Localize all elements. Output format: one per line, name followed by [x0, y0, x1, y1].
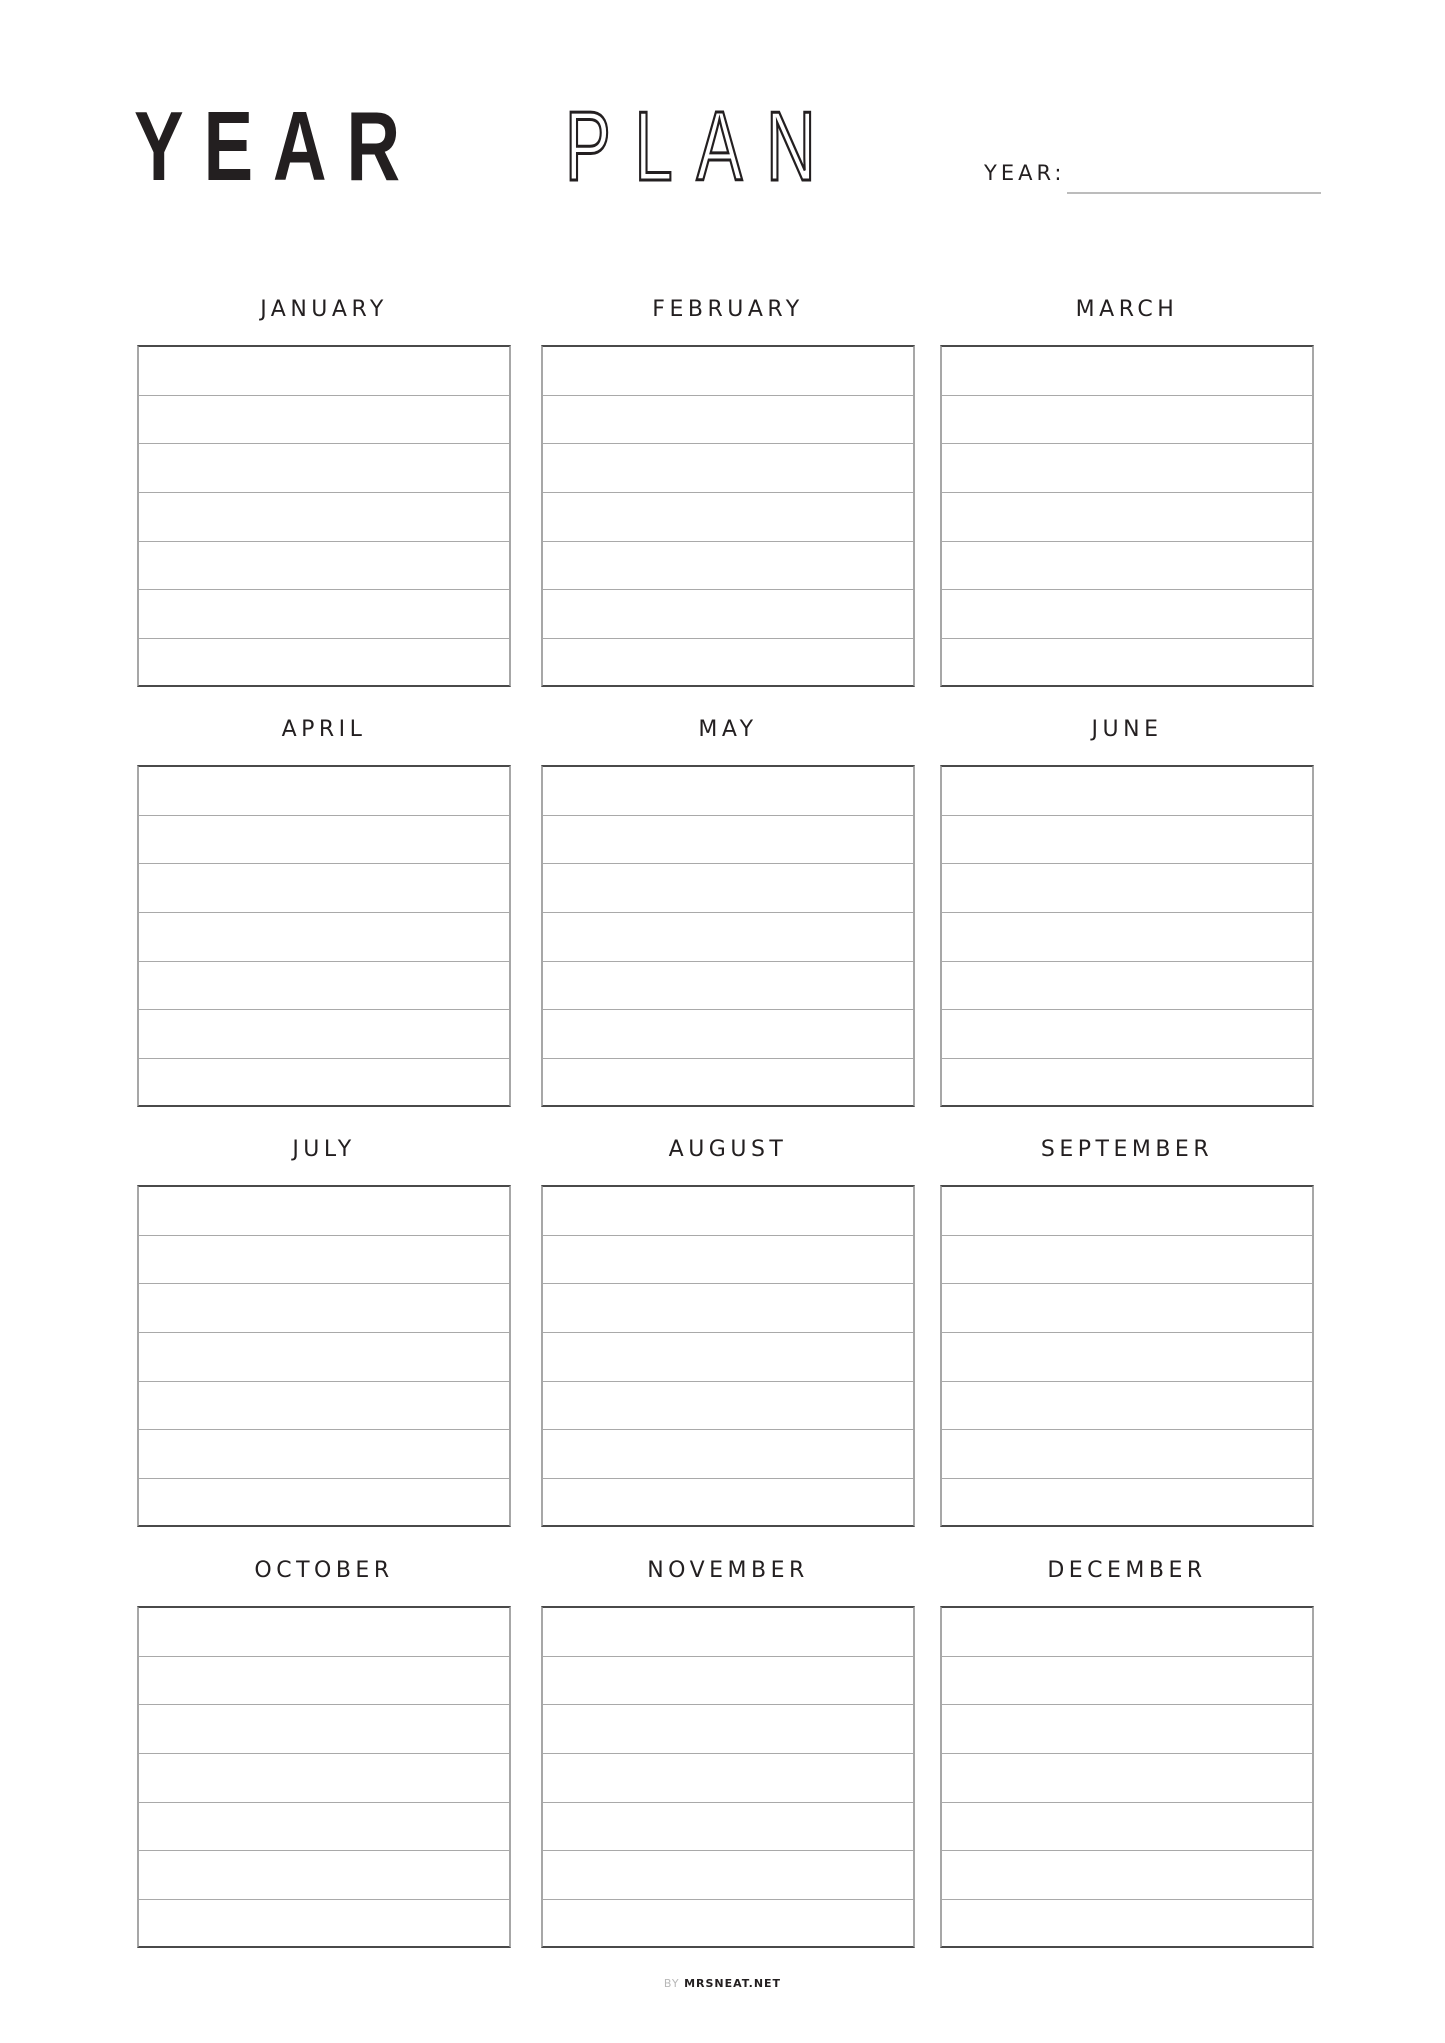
month-lines-box — [940, 1606, 1314, 1948]
month-name: OCTOBER — [254, 1558, 394, 1583]
month-lines-box — [137, 765, 511, 1107]
month-name: JULY — [292, 1137, 356, 1162]
write-line[interactable] — [139, 913, 509, 962]
write-line[interactable] — [942, 767, 1312, 816]
write-line[interactable] — [543, 1803, 913, 1852]
year-label: YEAR: — [984, 161, 1066, 185]
month-name: NOVEMBER — [647, 1558, 809, 1583]
month-name: FEBRUARY — [652, 297, 804, 322]
footer-site: MRSNEAT.NET — [684, 1977, 782, 1990]
write-line[interactable] — [543, 396, 913, 445]
write-line[interactable] — [139, 1754, 509, 1803]
write-line[interactable] — [942, 1010, 1312, 1059]
footer-by: BY — [663, 1977, 680, 1990]
write-line[interactable] — [543, 1705, 913, 1754]
write-line[interactable] — [543, 347, 913, 396]
write-line[interactable] — [942, 639, 1312, 688]
footer-credit — [0, 1977, 1445, 1990]
write-line[interactable] — [942, 1803, 1312, 1852]
write-line[interactable] — [139, 1284, 509, 1333]
month-name: APRIL — [281, 717, 367, 742]
write-line[interactable] — [543, 816, 913, 865]
write-line[interactable] — [543, 1187, 913, 1236]
year-input-line[interactable] — [1067, 192, 1321, 194]
title-light: PLAN — [565, 91, 840, 201]
write-line[interactable] — [942, 864, 1312, 913]
write-line[interactable] — [543, 1010, 913, 1059]
write-line[interactable] — [139, 767, 509, 816]
month-name: DECEMBER — [1047, 1558, 1207, 1583]
page-title — [134, 91, 840, 201]
title-bold: YEAR — [134, 91, 420, 201]
write-line[interactable] — [942, 1236, 1312, 1285]
year-field — [984, 146, 1321, 186]
month-lines-box — [541, 1185, 915, 1527]
write-line[interactable] — [942, 396, 1312, 445]
write-line[interactable] — [543, 1430, 913, 1479]
write-line[interactable] — [139, 347, 509, 396]
write-line[interactable] — [139, 1236, 509, 1285]
write-line[interactable] — [139, 1010, 509, 1059]
write-line[interactable] — [543, 1754, 913, 1803]
write-line[interactable] — [942, 816, 1312, 865]
write-line[interactable] — [139, 639, 509, 688]
write-line[interactable] — [139, 1333, 509, 1382]
write-line[interactable] — [543, 1900, 913, 1949]
write-line[interactable] — [139, 1059, 509, 1108]
write-line[interactable] — [942, 1284, 1312, 1333]
write-line[interactable] — [942, 347, 1312, 396]
write-line[interactable] — [942, 542, 1312, 591]
write-line[interactable] — [543, 444, 913, 493]
write-line[interactable] — [139, 1479, 509, 1528]
write-line[interactable] — [543, 542, 913, 591]
write-line[interactable] — [543, 1851, 913, 1900]
write-line[interactable] — [139, 1657, 509, 1706]
write-line[interactable] — [942, 1479, 1312, 1528]
write-line[interactable] — [139, 1803, 509, 1852]
month-lines-box — [541, 345, 915, 687]
write-line[interactable] — [139, 864, 509, 913]
month-name: JANUARY — [260, 297, 388, 322]
month-lines-box — [940, 765, 1314, 1107]
write-line[interactable] — [139, 1900, 509, 1949]
month-name: JUNE — [1091, 717, 1163, 742]
month-lines-box — [137, 345, 511, 687]
write-line[interactable] — [543, 767, 913, 816]
write-line[interactable] — [543, 493, 913, 542]
write-line[interactable] — [139, 816, 509, 865]
write-line[interactable] — [942, 493, 1312, 542]
write-line[interactable] — [543, 864, 913, 913]
write-line[interactable] — [543, 913, 913, 962]
write-line[interactable] — [942, 1657, 1312, 1706]
write-line[interactable] — [139, 1187, 509, 1236]
write-line[interactable] — [942, 1382, 1312, 1431]
write-line[interactable] — [543, 962, 913, 1011]
write-line[interactable] — [543, 1479, 913, 1528]
write-line[interactable] — [942, 1430, 1312, 1479]
month-name: MARCH — [1075, 297, 1179, 322]
write-line[interactable] — [942, 1187, 1312, 1236]
write-line[interactable] — [942, 1333, 1312, 1382]
write-line[interactable] — [139, 1382, 509, 1431]
write-line[interactable] — [543, 1333, 913, 1382]
month-lines-box — [940, 345, 1314, 687]
write-line[interactable] — [942, 444, 1312, 493]
write-line[interactable] — [543, 1382, 913, 1431]
month-name: MAY — [698, 717, 758, 742]
write-line[interactable] — [942, 1608, 1312, 1657]
write-line[interactable] — [543, 590, 913, 639]
month-name: SEPTEMBER — [1040, 1137, 1214, 1162]
write-line[interactable] — [942, 1059, 1312, 1108]
write-line[interactable] — [543, 639, 913, 688]
month-lines-box — [137, 1185, 511, 1527]
month-lines-box — [541, 765, 915, 1107]
month-lines-box — [541, 1606, 915, 1948]
write-line[interactable] — [139, 590, 509, 639]
write-line[interactable] — [942, 913, 1312, 962]
write-line[interactable] — [139, 962, 509, 1011]
month-name: AUGUST — [668, 1137, 788, 1162]
write-line[interactable] — [942, 962, 1312, 1011]
write-line[interactable] — [942, 1851, 1312, 1900]
write-line[interactable] — [942, 1754, 1312, 1803]
write-line[interactable] — [139, 542, 509, 591]
write-line[interactable] — [139, 1851, 509, 1900]
write-line[interactable] — [942, 1900, 1312, 1949]
month-lines-box — [940, 1185, 1314, 1527]
write-line[interactable] — [139, 1430, 509, 1479]
write-line[interactable] — [139, 396, 509, 445]
write-line[interactable] — [942, 590, 1312, 639]
write-line[interactable] — [139, 444, 509, 493]
month-lines-box — [137, 1606, 511, 1948]
write-line[interactable] — [543, 1236, 913, 1285]
write-line[interactable] — [543, 1608, 913, 1657]
write-line[interactable] — [942, 1705, 1312, 1754]
write-line[interactable] — [139, 1705, 509, 1754]
write-line[interactable] — [543, 1059, 913, 1108]
write-line[interactable] — [543, 1284, 913, 1333]
write-line[interactable] — [543, 1657, 913, 1706]
write-line[interactable] — [139, 1608, 509, 1657]
write-line[interactable] — [139, 493, 509, 542]
